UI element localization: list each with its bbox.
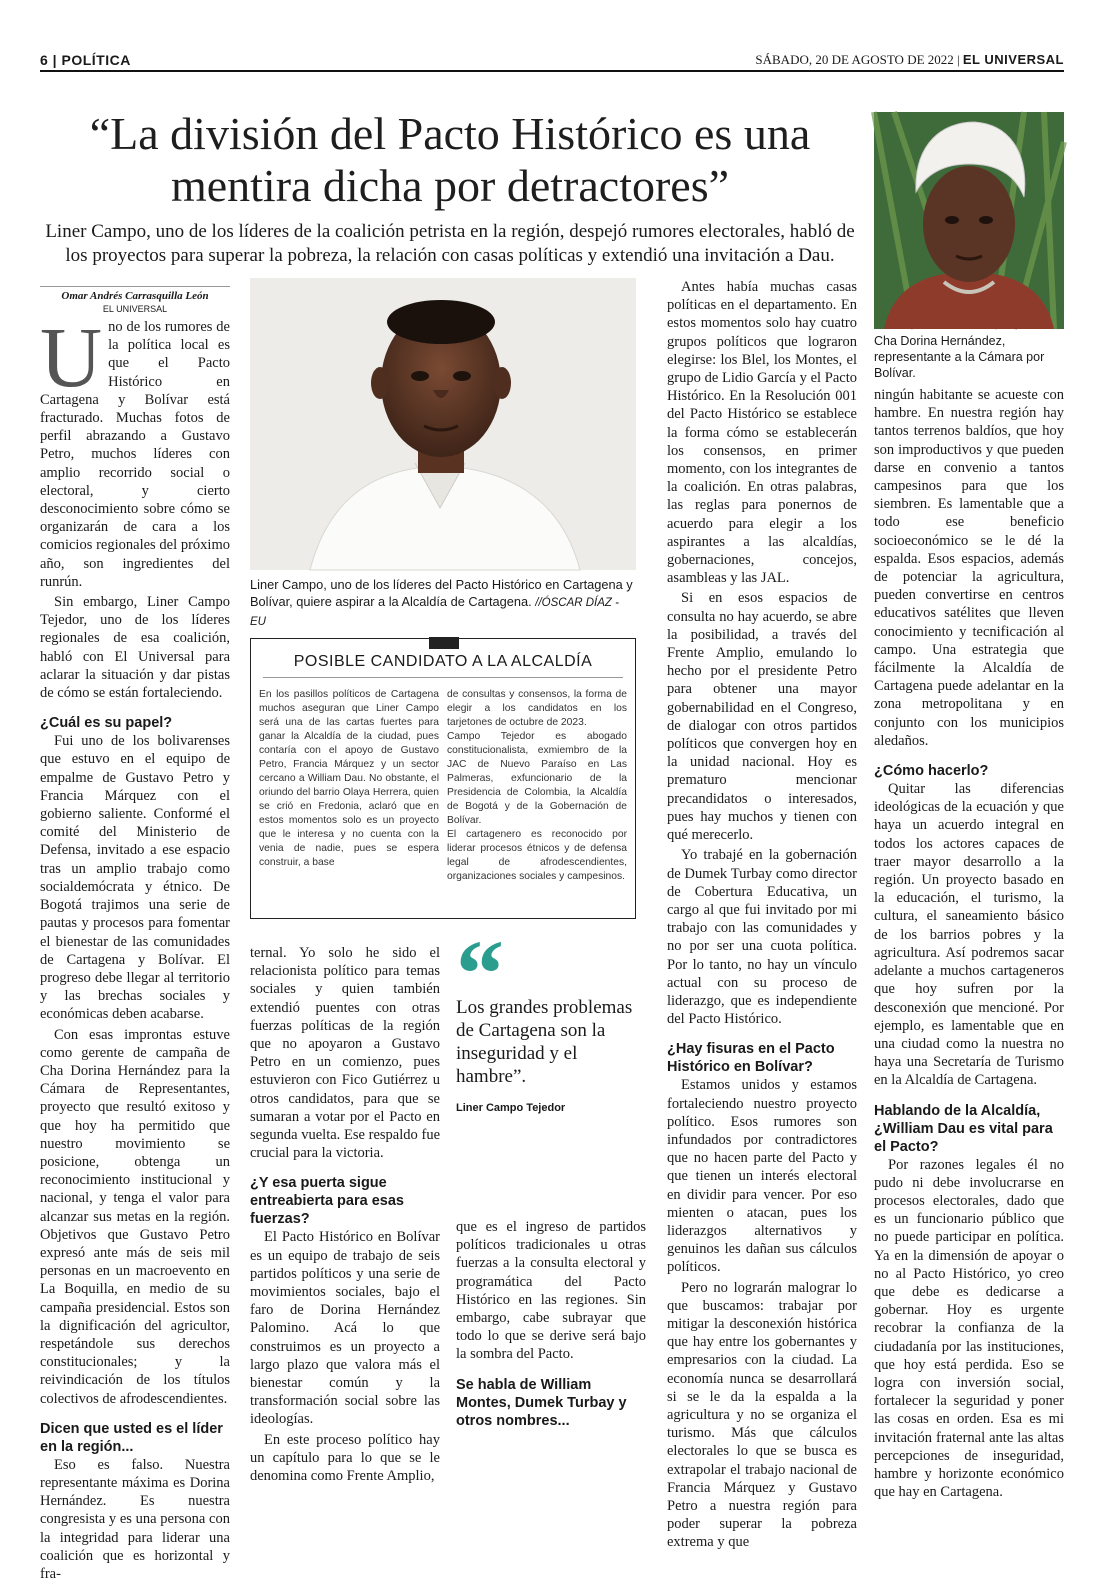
portrait-woman-illustration bbox=[874, 112, 1064, 329]
issue-date: SÁBADO, 20 DE AGOSTO DE 2022 | bbox=[755, 52, 960, 67]
box-columns bbox=[259, 688, 627, 884]
box-column-right bbox=[447, 688, 627, 884]
main-photo bbox=[250, 278, 636, 570]
question-heading: Hablando de la Alcaldía, ¿William Dau es vital para el Pacto? bbox=[874, 1102, 1053, 1155]
portrait-man-illustration bbox=[250, 278, 636, 570]
pull-quote bbox=[456, 920, 636, 1114]
pull-quote-text: Los grandes problemas de Cartagena son la inseguridad y el hambre”. bbox=[456, 997, 633, 1087]
headline: “La división del Pacto Histórico es una mentira dicha por detractores” bbox=[89, 108, 811, 211]
article-column-1 bbox=[40, 309, 230, 1585]
paragraph: que es el ingreso de partidos políticos tradicionales u otras fuerzas a la consulta electoral y programática del Pacto Histórico en las regiones. Sin embargo, cabe subrayar que todo lo que se derive será bajo la sombra del Pacto. bbox=[456, 1219, 646, 1363]
main-photo-caption bbox=[250, 576, 636, 631]
sidebar-box bbox=[250, 638, 636, 919]
paragraph: Quitar las diferencias ideológicas de la ecuación y que haya un acuerdo integral en todos los actores capaces de traer mayor desarrollo a la región. Un proyecto basado en la educación, el turismo, la cultura, el saneamiento básico de los barrios pobres y la agricultura. Así podremos sacar adelante a muchos cartageneros que hoy sufren por la desconexión que mencioné. Por ejemplo, es lamentable que en una ciudad como la nuestra no haya una Secretaría de Turismo en la Alcaldía de Cartagena. bbox=[874, 781, 1064, 1089]
paragraph: Si en esos espacios de consulta no hay acuerdo, se abre la posibilidad, a través del Frente Amplio, emulando lo hecho por el presidente Petro para obtener una mayor gobernabilidad en el Congreso, de dialogar con otros partidos políticos que convergen hoy en la unidad nacional. Hoy es prematuro mencionar precandidatos o interesados, pues hay muchos y tienen con qué merecerlo. bbox=[667, 590, 857, 844]
paragraph: En este proceso político hay un capítulo para lo que se le denomina como Frente Amplio, bbox=[250, 1431, 440, 1485]
question-heading: ¿Y esa puerta sigue entreabierta para esas fuerzas? bbox=[250, 1175, 404, 1228]
article-column-5 bbox=[874, 386, 1064, 1503]
question-heading: Dicen que usted es el líder en la región... bbox=[40, 1420, 223, 1455]
pull-quote-author: Liner Campo Tejedor bbox=[456, 1102, 566, 1114]
paragraph: Pero no lograrán malograr lo que buscamos: trabajar por mitigar la desconexión histórica que hay entre los gobernantes y empresarios con la ciudad. La economía nunca se desarrollará si se le da la espalda a la agricultura y no se organiza el turismo. Más que cálculos electorales lo que se busca es extrapolar el trabajo nacional de Francia Márquez y Gustavo Petro a nuestra región para poder superar la pobreza extrema y que bbox=[667, 1279, 857, 1551]
byline-author: Omar Andrés Carrasquilla León bbox=[61, 290, 209, 302]
paragraph: Fui uno de los bolivarenses que estuvo en el equipo de empalme de Gustavo Petro y Francia Márquez con el gobierno saliente. Conformé el comité del Ministerio de Defensa, invitado a ese espacio tras un amplio trabajo como socialdemócrata y étnico. De Bogotá trajimos una serie de pautas y procesos para fomentar el bienestar de las comunidades de Cartagena y Bolívar. El progreso debe llegar al territorio y las brechas sociales y económicas deben acabarse. bbox=[40, 733, 230, 1023]
box-tab-decoration bbox=[429, 637, 459, 649]
paragraph: Por razones legales él no pudo ni debe involucrarse en procesos electorales, dado que es un funcionario público que no puede participar en política. Ya en la dimensión de apoyar o no al Pacto Histórico, yo creo que debe es dedicarse a gobernar. Hoy es urgente recobrar la confianza de la ciudadanía por las instituciones, que hoy está perdida. Eso se logra con inversión social, fortalecer la seguridad y poner las cosas en orden. Esa es mi invitación fraternal ante las altas percepciones de inseguridad, hambre y horizonte económico que hay en Cartagena. bbox=[874, 1156, 1064, 1501]
paragraph: El Pacto Histórico en Bolívar es un equipo de trabajo de seis partidos políticos y una serie de movimientos sociales, bajo el faro de Dorina Hernández Palomino. Acá lo que construimos es un proyecto a largo plazo que valora más el bienestar común y la transformación social sobre las ideologías. bbox=[250, 1229, 440, 1428]
box-paragraph: Campo Tejedor es abogado constitucionalista, exmiembro de la JAC de Nuevo Paraíso en Las Palmeras, exfuncionario de la Presidencia de Colombia, la Alcaldía de Bogotá y de la Gobernación de Bolívar. bbox=[447, 731, 627, 826]
article-column-4 bbox=[667, 278, 857, 1554]
question-heading: ¿Hay fisuras en el Pacto Histórico en Bolívar? bbox=[667, 1041, 835, 1076]
paragraph: Con esas improntas estuve como gerente de campaña de Cha Dorina Hernández para la Cámara de Representantes, proyecto que resultó exitoso y que hoy ha permitido que nuestro movimiento se posicione, obtenga un reconocimiento institucional y nacional, y tenga el valor para alcanzar sus metas en la región. Objetivos que Gustavo Petro expresó ante más de seis mil personas en un macroevento en La Boquilla, en medio de su campaña presidencial. Estos son la dignificación del agricultor, respetándole sus derechos constitucionales; y la reivindicación de los títulos colectivos de afrodescendientes. bbox=[40, 1026, 230, 1407]
page-header bbox=[40, 52, 1064, 72]
question-heading: ¿Cómo hacerlo? bbox=[874, 763, 989, 780]
box-title: POSIBLE CANDIDATO A LA ALCALDÍA bbox=[263, 653, 623, 678]
header-date-block bbox=[755, 52, 1064, 68]
caption-text: Liner Campo, uno de los líderes del Pacto Histórico en Cartagena y Bolívar, quiere aspirar a la Alcaldía de Cartagena. bbox=[250, 577, 633, 609]
paragraph: Yo trabajé en la gobernación de Dumek Turbay como director de Cobertura Educativa, un cargo al que fui invitado por mi trabajo con las comunidades y no por ser una cuota política. Por lo tanto, no hay un vínculo actual con su proceso de liderazgo, que es independiente del Pacto Histórico. bbox=[667, 847, 857, 1028]
quote-mark-icon: “ bbox=[456, 920, 504, 1027]
question-heading: ¿Cuál es su papel? bbox=[40, 715, 173, 732]
paragraph: Estamos unidos y estamos fortaleciendo nuestro proyecto político. Esos rumores son infundados por contradictores que no hacen parte del Pacto y que tienen un interés electoral en dividir para vencer. Por eso mienten o atacan, pues los liderazgos alternativos y genuinos les dañan sus cálculos políticos. bbox=[667, 1077, 857, 1276]
side-photo-caption: Cha Dorina Hernández, representante a la Cámara por Bolívar. bbox=[874, 334, 1045, 380]
box-paragraph: El cartagenero es reconocido por liderar procesos étnicos y de defensa legal de afrodescendientes, organizaciones sociales y campesinos. bbox=[447, 829, 627, 882]
article-column-2 bbox=[250, 944, 440, 1487]
photo-credit: //ÓSCAR DÍAZ - EU bbox=[250, 597, 619, 628]
byline-outlet: EL UNIVERSAL bbox=[102, 304, 168, 314]
paragraph: Eso es falso. Nuestra representante máxima es Dorina Hernández. Es nuestra congresista y es una persona con la integridad para liderar una coalición que es horizontal y fra- bbox=[40, 1456, 230, 1582]
drop-cap: U bbox=[40, 309, 103, 405]
paragraph: Sin embargo, Liner Campo Tejedor, uno de los líderes regionales de esa coalición, habló con El Universal para aclarar la situación y dar pistas de cómo se están fortaleciendo. bbox=[40, 594, 230, 702]
paragraph: ternal. Yo solo he sido el relacionista político para temas sociales y quien también extendió puentes con otras fuerzas políticas de la región que no apoyaron a Gustavo Petro en un comienzo, pues estuvieron con Fico Gutiérrez u otros candidatos, para que se sumaran a votar por el Pacto en segunda vuelta. Ese respaldo fue crucial para la victoria. bbox=[250, 945, 440, 1162]
question-heading: Se habla de William Montes, Dumek Turbay y otros nombres... bbox=[456, 1376, 627, 1429]
page-section: 6 | POLÍTICA bbox=[40, 52, 131, 68]
paragraph: Uno de los rumores de la política local es que el Pacto Histórico en Cartagena y Bolívar está fracturado. Muchas fotos de perfil abrazando a Gustavo Petro, muchos líderes con amplio recorrido social o electoral, y cierto desconocimiento sobre cómo se organizarán de cara a los comicios regionales del próximo año, son ingredientes del runrún. bbox=[40, 309, 230, 590]
paragraph: Antes había muchas casas políticas en el departamento. En estos momentos solo hay cuatro grupos políticos que lograron elegirse: los Blel, los Montes, el grupo de Lidio García y el Pacto Histórico. En la Resolución 001 del Pacto Histórico se establece la forma cómo se establecerán los consensos, en primer momento, con los integrantes de la coalición. En otras palabras, las reglas para ponernos de acuerdo para elegir a los aspirantes a las alcaldías, gobernaciones, concejos, asambleas y las JAL. bbox=[667, 279, 857, 587]
box-column-left: En los pasillos políticos de Cartagena muchos aseguran que Liner Campo será una de las cartas fuertes para ganar la Alcaldía de la ciudad, pues contaría con el apoyo de Gustavo Petro, Francia Márquez y un sector cercano a William Dau. No obstante, el oriundo del barrio Olaya Herrera, quien se crió en Fredonia, aclaró que en estos momentos solo es un proyecto que le interesa y no cuenta con la venia de nadie, pues se espera construir, a base bbox=[259, 689, 439, 868]
paragraph: ningún habitante se acueste con hambre. En nuestra región hay tantos terrenos baldíos, que hoy son improductivos y que pueden darse en convenio a tantos campesinos para que los siembren. Es lamentable que a todo ese beneficio socioeconómico se le dé la espalda. Esos espacios, además de potenciar la agricultura, pueden convertirse en centros educativos satélites que lleven conocimiento y tecnificación al campo. Una estrategia que fácilmente la Alcaldía de Cartagena puede adelantar en la zona metropolitana y en conjunto con los municipios aledaños. bbox=[874, 387, 1064, 749]
article-column-3 bbox=[456, 1218, 646, 1430]
box-paragraph: de consultas y consensos, la forma de elegir a los candidatos en los tarjetones de octubre de 2023. bbox=[447, 689, 627, 728]
deck: Liner Campo, uno de los líderes de la coalición petrista en la región, despejó rumores electorales, habló de los proyectos para superar la pobreza, la relación con casas políticas y extendió una invitación a Dau. bbox=[45, 221, 855, 266]
publication-name: EL UNIVERSAL bbox=[962, 52, 1064, 67]
side-photo bbox=[874, 112, 1064, 329]
